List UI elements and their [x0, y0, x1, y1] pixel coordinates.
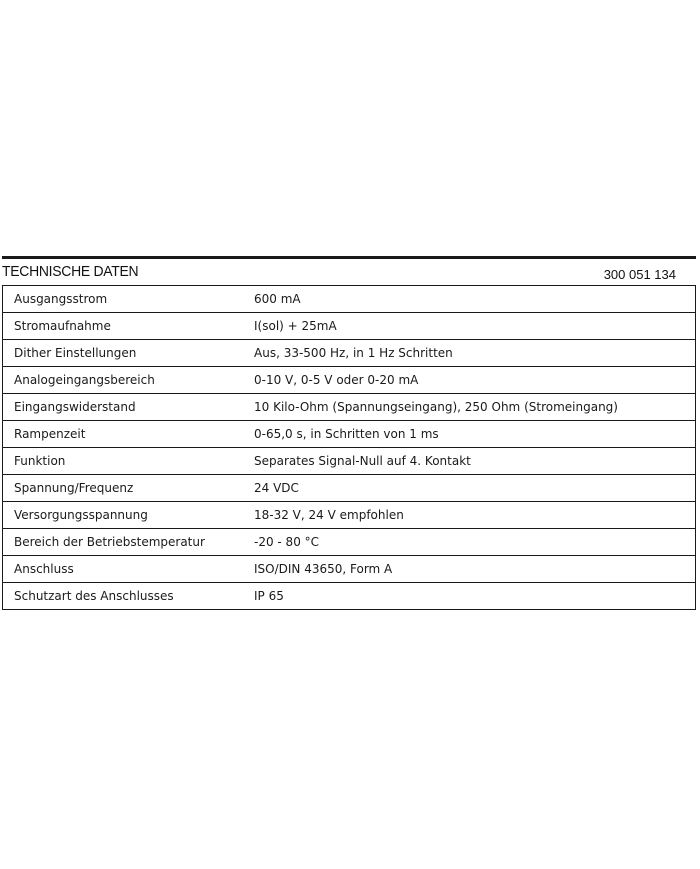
spec-label: Eingangswiderstand	[3, 394, 243, 421]
spec-label: Bereich der Betriebstemperatur	[3, 529, 243, 556]
spec-value: IP 65	[254, 589, 284, 603]
table-row	[3, 583, 696, 610]
spec-value: 600 mA	[242, 286, 696, 313]
table-row	[3, 286, 696, 313]
spec-label: Dither Einstellungen	[3, 340, 243, 367]
spec-label: Analogeingangsbereich	[3, 367, 243, 394]
spec-value: Separates Signal-Null auf 4. Kontakt	[242, 448, 696, 475]
table-row	[3, 448, 696, 475]
spec-value: 24 VDC	[242, 475, 696, 502]
table-row	[3, 556, 696, 583]
table-row	[3, 421, 696, 448]
spec-value: 18-32 V, 24 V empfohlen	[242, 502, 696, 529]
spec-label: Anschluss	[3, 556, 243, 583]
table-row	[3, 475, 696, 502]
spec-value: -20 - 80 °C	[242, 529, 696, 556]
article-number: 300 051 134	[603, 267, 676, 282]
table-row	[3, 367, 696, 394]
table-row	[3, 340, 696, 367]
spec-value: 10 Kilo-Ohm (Spannungseingang), 250 Ohm (Stromeingang)	[242, 394, 696, 421]
spec-label: Stromaufnahme	[3, 313, 243, 340]
spec-value: 0-65,0 s, in Schritten von 1 ms	[242, 421, 696, 448]
spec-header	[2, 259, 696, 285]
spec-value: Aus, 33-500 Hz, in 1 Hz Schritten	[242, 340, 696, 367]
spec-value: ISO/DIN 43650, Form A	[242, 556, 696, 583]
spec-label: Rampenzeit	[3, 421, 243, 448]
spec-value: I(sol) + 25mA	[242, 313, 696, 340]
spec-label: Schutzart des Anschlusses	[14, 589, 174, 603]
table-row	[3, 502, 696, 529]
spec-value: 0-10 V, 0-5 V oder 0-20 mA	[242, 367, 696, 394]
spec-sheet	[2, 256, 696, 610]
spec-table	[2, 285, 696, 610]
page-title: TECHNISCHE DATEN	[2, 263, 139, 280]
spec-label: Spannung/Frequenz	[3, 475, 243, 502]
table-row	[3, 394, 696, 421]
table-row	[3, 313, 696, 340]
spec-label: Versorgungsspannung	[3, 502, 243, 529]
spec-label: Funktion	[3, 448, 243, 475]
spec-label: Ausgangsstrom	[3, 286, 243, 313]
table-row	[3, 529, 696, 556]
